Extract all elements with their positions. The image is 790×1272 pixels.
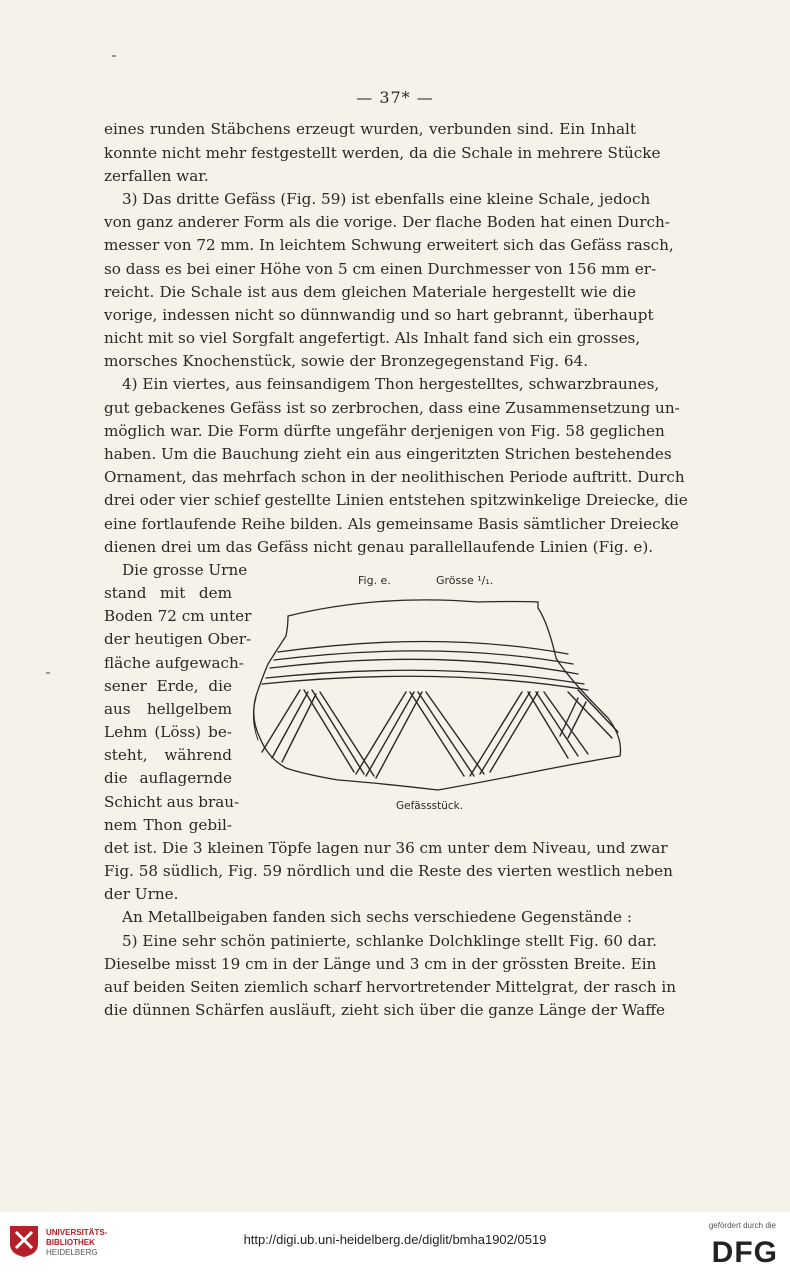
text-line: det ist. Die 3 kleinen Töpfe lagen nur 36 cm unter dem Niveau, und zwar — [104, 839, 668, 857]
page-number: — 37* — — [356, 88, 434, 107]
vessel-fragment-drawing — [238, 568, 628, 800]
side-text-line: Boden 72 cm unter — [104, 607, 252, 625]
text-line: gut gebackenes Gefäss ist so zerbrochen, dass eine Zusammensetzung un- — [104, 399, 680, 417]
dfg-logo: DFG — [711, 1236, 778, 1269]
text-line: Dieselbe misst 19 cm in der Länge und 3 cm in der grössten Breite. Ein — [104, 955, 657, 973]
text-line: morsches Knochenstück, sowie der Bronzegegenstand Fig. 64. — [104, 352, 589, 370]
text-line: eine fortlaufende Reihe bilden. Als gemeinsame Basis sämtlicher Dreiecke — [104, 515, 679, 533]
side-text-line: aus hellgelbem — [104, 700, 232, 718]
text-line: 5) Eine sehr schön patinierte, schlanke Dolchklinge stellt Fig. 60 dar. — [122, 932, 657, 950]
side-text-line: steht, während — [104, 746, 232, 764]
text-line: drei oder vier schief gestellte Linien entstehen spitzwinkelige Dreiecke, die — [104, 491, 688, 509]
text-line: An Metallbeigaben fanden sich sechs verschiedene Gegenstände : — [122, 908, 632, 926]
margin-mark — [112, 55, 116, 57]
side-text-line: Die grosse Urne — [122, 561, 248, 579]
side-text-line: Schicht aus brau- — [104, 793, 240, 811]
text-line: auf beiden Seiten ziemlich scharf hervortretender Mittelgrat, der rasch in — [104, 978, 676, 996]
side-text-line: stand mit dem — [104, 584, 232, 602]
text-line: eines runden Stäbchens erzeugt wurden, verbunden sind. Ein Inhalt — [104, 120, 636, 138]
text-line: möglich war. Die Form dürfte ungefähr derjenigen von Fig. 58 geglichen — [104, 422, 665, 440]
text-line: dienen drei um das Gefäss nicht genau parallellaufende Linien (Fig. e). — [104, 538, 654, 556]
footer — [0, 1212, 790, 1272]
text-line: Fig. 58 südlich, Fig. 59 nördlich und die Reste des vierten westlich neben — [104, 862, 673, 880]
text-line: der Urne. — [104, 885, 179, 903]
side-text-line: fläche aufgewach- — [104, 654, 244, 672]
text-line: konnte nicht mehr festgestellt werden, da die Schale in mehrere Stücke — [104, 144, 661, 162]
text-line: reicht. Die Schale ist aus dem gleichen Materiale hergestellt wie die — [104, 283, 636, 301]
text-line: 4) Ein viertes, aus feinsandigem Thon hergestelltes, schwarzbraunes, — [122, 375, 660, 393]
text-line: von ganz anderer Form als die vorige. Der flache Boden hat einen Durch- — [104, 213, 670, 231]
text-line: zerfallen war. — [104, 167, 209, 185]
text-line: haben. Um die Bauchung zieht ein aus eingeritzten Strichen bestehendes — [104, 445, 672, 463]
side-text-line: sener Erde, die — [104, 677, 232, 695]
text-line: messer von 72 mm. In leichtem Schwung erweitert sich das Gefäss rasch, — [104, 236, 674, 254]
figure-vessel-fragment — [238, 568, 628, 818]
funding-note: gefördert durch die — [708, 1221, 776, 1230]
text-line: vorige, indessen nicht so dünnwandig und so hart gebrannt, überhaupt — [104, 306, 654, 324]
source-url-link[interactable]: http://digi.ub.uni-heidelberg.de/diglit/bmha1902/0519 — [243, 1232, 547, 1247]
text-line: Ornament, das mehrfach schon in der neolithischen Periode auftritt. Durch — [104, 468, 685, 486]
figure-caption: Gefässstück. — [396, 800, 464, 812]
side-text-line: der heutigen Ober- — [104, 630, 252, 648]
side-text-line: die auflagernde — [104, 769, 232, 787]
side-text-line: nem Thon gebil- — [104, 816, 232, 834]
figure-scale: Grösse ¹/₁. — [436, 574, 494, 587]
text-line: so dass es bei einer Höhe von 5 cm einen Durchmesser von 156 mm er- — [104, 260, 657, 278]
text-line: nicht mit so viel Sorgfalt angefertigt. Als Inhalt fand sich ein grosses, — [104, 329, 641, 347]
text-line: 3) Das dritte Gefäss (Fig. 59) ist ebenfalls eine kleine Schale, jedoch — [122, 190, 651, 208]
margin-mark — [46, 672, 50, 674]
text-line: die dünnen Schärfen ausläuft, zieht sich über die ganze Länge der Waffe — [104, 1001, 666, 1019]
side-text-line: Lehm (Löss) be- — [104, 723, 232, 741]
figure-label: Fig. e. — [358, 574, 391, 587]
university-library-name: UNIVERSITÄTS- BIBLIOTHEK HEIDELBERG — [46, 1228, 108, 1257]
